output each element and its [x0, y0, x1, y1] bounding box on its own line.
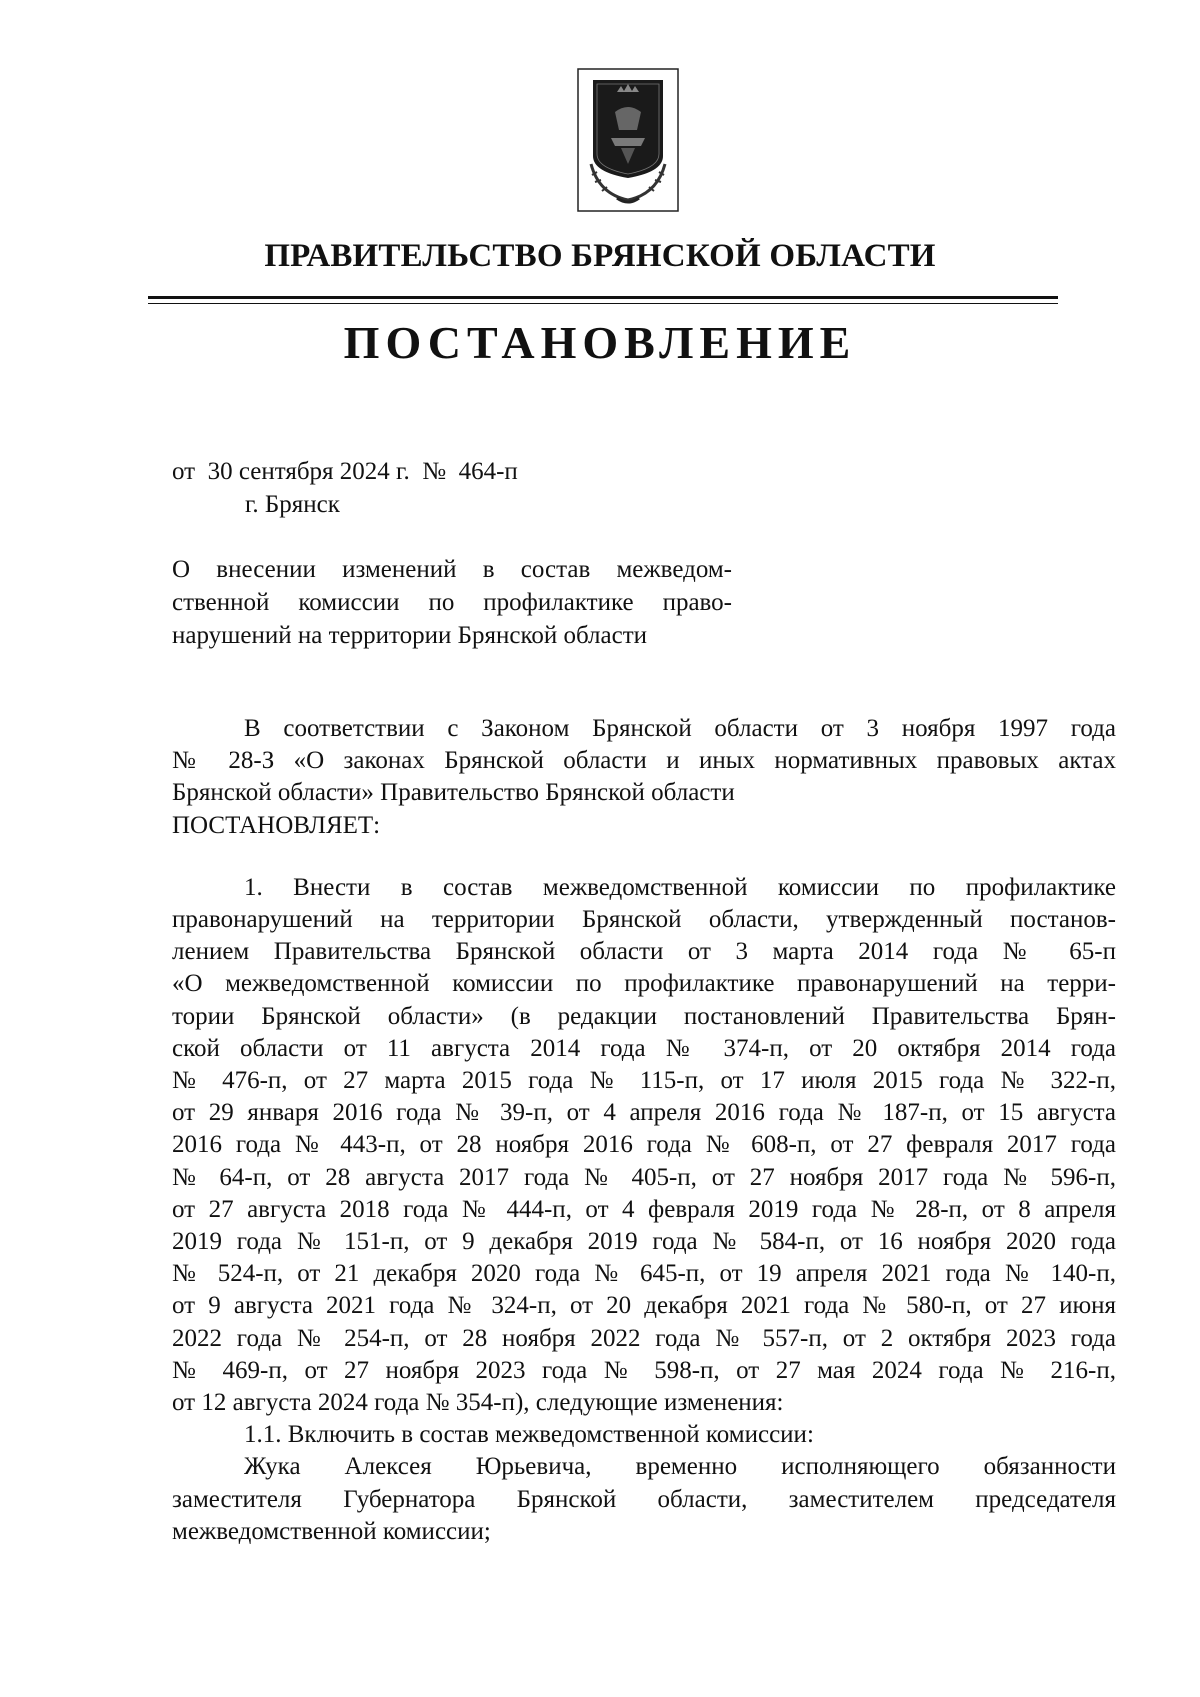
item1-1-heading: 1.1. Включить в состав межведомственной комиссии:: [244, 1421, 814, 1449]
header-divider-thick: [148, 296, 1058, 299]
document-city: г. Брянск: [245, 491, 340, 518]
coat-of-arms-icon: [577, 68, 679, 212]
item1-line: лением Правительства Брянской области от 3 марта 2014 года № 65-п: [172, 938, 1116, 966]
item1-line: № 476-п, от 27 марта 2015 года № 115-п, от 17 июля 2015 года № 322-п,: [172, 1067, 1116, 1095]
item1-line: 2019 года № 151-п, от 9 декабря 2019 года № 584-п, от 16 ноября 2020 года: [172, 1228, 1116, 1256]
item1-line: от 27 августа 2018 года № 444-п, от 4 февраля 2019 года № 28-п, от 8 апреля: [172, 1195, 1116, 1223]
subject-line: О внесении изменений в состав межведом-: [172, 556, 732, 583]
item1-line: правонарушений на территории Брянской области, утвержденный постанов-: [172, 906, 1116, 934]
document-date-number: от 30 сентября 2024 г. № 464-п: [172, 458, 518, 485]
item1-line: ской области от 11 августа 2014 года № 374-п, от 20 октября 2014 года: [172, 1034, 1116, 1062]
subject-line: нарушений на территории Брянской области: [172, 622, 648, 649]
item1-line: от 9 августа 2021 года № 324-п, от 20 декабря 2021 года № 580-п, от 27 июня: [172, 1292, 1116, 1320]
preamble-line: В соответствии с Законом Брянской области от 3 ноября 1997 года: [244, 715, 1116, 742]
preamble-resolves: ПОСТАНОВЛЯЕТ:: [172, 811, 381, 839]
item1-line: № 524-п, от 21 декабря 2020 года № 645-п, от 19 апреля 2021 года № 140-п,: [172, 1260, 1116, 1288]
document-type-title: ПОСТАНОВЛЕНИЕ: [343, 317, 857, 368]
item1-line: от 29 января 2016 года № 39-п, от 4 апреля 2016 года № 187-п, от 15 августа: [172, 1099, 1116, 1127]
subject-line: ственной комиссии по профилактике право-: [172, 589, 732, 616]
item1-line: 1. Внести в состав межведомственной комиссии по профилактике: [244, 873, 1116, 901]
paragraph-gap: [172, 842, 1116, 872]
member-line: межведомственной комиссии;: [172, 1517, 491, 1545]
member-line: Жука Алексея Юрьевича, временно исполняющего обязанности: [244, 1453, 1116, 1481]
organization-title: ПРАВИТЕЛЬСТВО БРЯНСКОЙ ОБЛАСТИ: [264, 238, 936, 274]
item1-line: «О межведомственной комиссии по профилактике правонарушений на терри-: [172, 970, 1116, 998]
member-line: заместителя Губернатора Брянской области, заместителем председателя: [172, 1485, 1116, 1513]
document-body: [172, 713, 1116, 1548]
item1-line: 2016 года № 443-п, от 28 ноября 2016 года № 608-п, от 27 февраля 2017 года: [172, 1131, 1116, 1159]
preamble-line: Брянской области» Правительство Брянской области: [172, 779, 735, 807]
header-divider-thin: [148, 303, 1058, 304]
item1-line: 2022 года № 254-п, от 28 ноября 2022 года № 557-п, от 2 октября 2023 года: [172, 1324, 1116, 1352]
item1-line: № 469-п, от 27 ноября 2023 года № 598-п, от 27 мая 2024 года № 216-п,: [172, 1356, 1116, 1384]
item1-line: № 64-п, от 28 августа 2017 года № 405-п, от 27 ноября 2017 года № 596-п,: [172, 1163, 1116, 1191]
preamble-line: № 28-З «О законах Брянской области и иных нормативных правовых актах: [172, 747, 1116, 775]
item1-line: от 12 августа 2024 года № 354-п), следующие изменения:: [172, 1389, 784, 1417]
item1-line: тории Брянской области» (в редакции постановлений Правительства Брян-: [172, 1002, 1116, 1030]
document-subject: [172, 553, 732, 652]
